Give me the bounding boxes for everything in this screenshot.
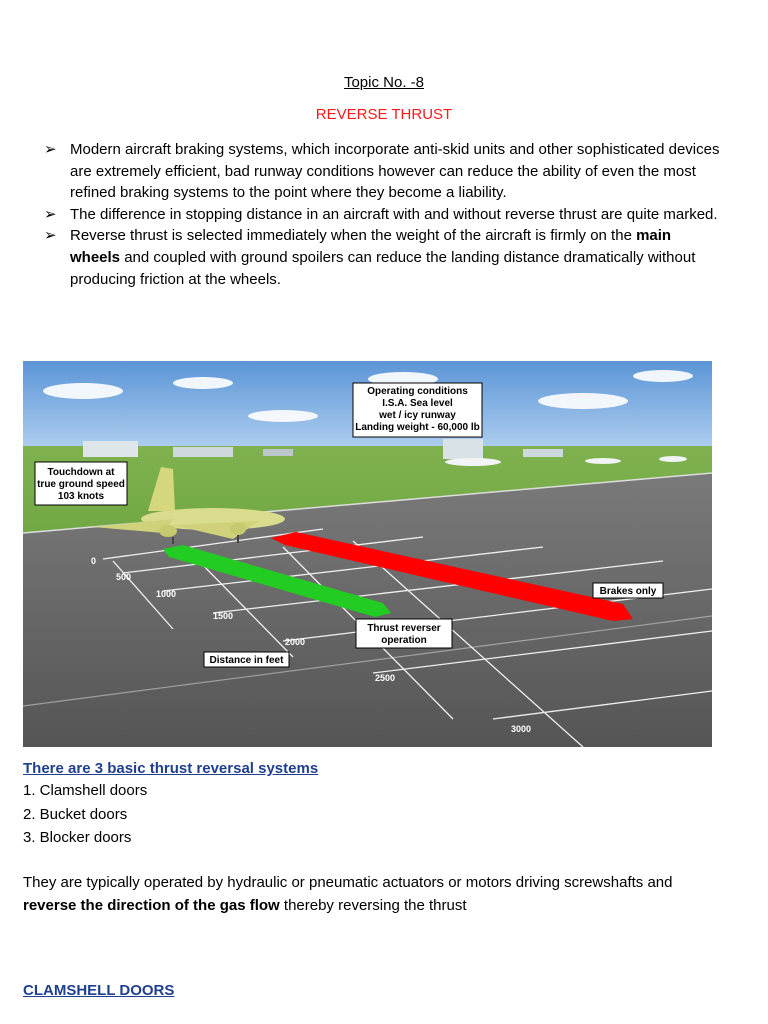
bullet-item xyxy=(44,139,724,204)
systems-list xyxy=(23,779,147,850)
svg-text:Operating conditions: Operating conditions xyxy=(367,386,468,397)
svg-text:Landing weight - 60,000 lb: Landing weight - 60,000 lb xyxy=(355,422,480,433)
topic-number: Topic No. -8 xyxy=(343,74,425,91)
systems-heading: There are 3 basic thrust reversal systems xyxy=(23,760,319,777)
tick-label: 1000 xyxy=(156,589,177,599)
list-item: 3. Blocker doors xyxy=(23,829,132,846)
svg-text:I.S.A. Sea level: I.S.A. Sea level xyxy=(382,398,453,409)
brakes-only-label xyxy=(593,583,663,598)
clamshell-heading: CLAMSHELL DOORS xyxy=(23,982,175,999)
tick-label: 2500 xyxy=(375,673,396,683)
bullet-item xyxy=(44,204,724,226)
list-item: 1. Clamshell doors xyxy=(23,782,148,799)
svg-text:103 knots: 103 knots xyxy=(57,491,105,502)
reverse-thrust-diagram xyxy=(23,361,712,747)
svg-text:Brakes only: Brakes only xyxy=(599,586,657,597)
tick-label: 0 xyxy=(91,556,97,566)
arrow-bullet-icon: ➢ xyxy=(44,205,57,223)
svg-text:Distance in feet: Distance in feet xyxy=(209,655,284,666)
svg-text:wet / icy runway: wet / icy runway xyxy=(379,410,456,421)
touchdown-box xyxy=(35,462,127,505)
bullet-item xyxy=(44,225,724,290)
bullet-text: Modern aircraft braking systems, which incorporate anti-skid units and other sophisticated devices are extremely efficient, bad runway conditions however can reduce the ability of even the most refined braking systems to the point where they become a liability. xyxy=(70,141,720,202)
distance-in-feet-label xyxy=(204,652,289,667)
bullet-text: The difference in stopping distance in an aircraft with and without reverse thrust are quite marked. xyxy=(70,205,718,223)
tick-label: 500 xyxy=(116,572,132,582)
operation-paragraph: They are typically operated by hydraulic or pneumatic actuators or motors driving screwshafts and reverse the direction of the gas flow thereby reversing the thrust xyxy=(23,874,673,914)
tick-label: 1500 xyxy=(213,611,234,621)
svg-text:Touchdown at: Touchdown at xyxy=(47,467,115,478)
page-title: REVERSE THRUST xyxy=(315,106,453,123)
list-item: 2. Bucket doors xyxy=(23,805,128,823)
operating-conditions-box xyxy=(353,383,482,437)
arrow-bullet-icon: ➢ xyxy=(44,141,57,158)
svg-text:operation: operation xyxy=(381,635,427,646)
arrow-bullet-icon: ➢ xyxy=(44,227,57,245)
bullet-list xyxy=(44,139,724,290)
bullet-text: Reverse thrust is selected immediately when the weight of the aircraft is firmly on the main wheels and coupled with ground spoilers can reduce the landing distance dramatically without producing friction at the wheels. xyxy=(70,227,696,288)
svg-text:Thrust reverser: Thrust reverser xyxy=(367,623,441,634)
thrust-reverser-label xyxy=(356,619,452,648)
tick-label: 3000 xyxy=(511,724,532,734)
svg-text:true ground speed: true ground speed xyxy=(37,479,125,490)
tick-label: 2000 xyxy=(285,637,306,647)
